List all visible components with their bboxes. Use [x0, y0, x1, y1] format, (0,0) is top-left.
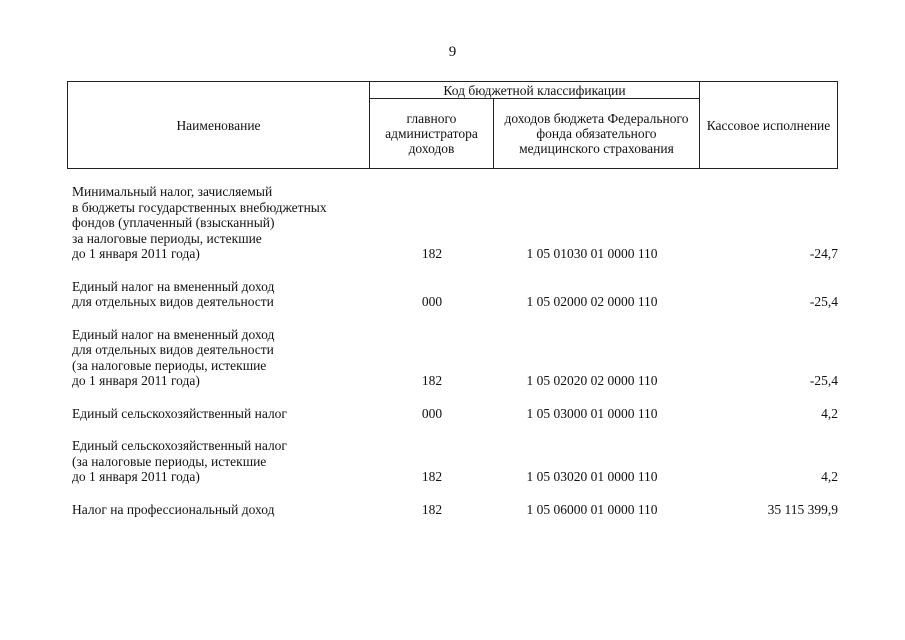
table-row: [0, 279, 905, 310]
table-body: [0, 184, 905, 534]
row-name: Единый налог на вмененный доход для отдельных видов деятельности (за налоговые периоды, истекшие до 1 января 2011 года): [72, 326, 275, 388]
row-amount: 4,2: [821, 469, 838, 484]
row-amount: -24,7: [809, 246, 838, 261]
row-admin-code: 182: [421, 246, 443, 261]
row-income-code: 1 05 01030 01 0000 110: [526, 246, 658, 261]
row-admin-code: 182: [421, 469, 443, 484]
row-name: Единый сельскохозяйственный налог: [72, 405, 287, 421]
row-amount: 35 115 399,9: [767, 501, 838, 517]
page-number: 9: [448, 44, 457, 60]
row-amount: -25,4: [809, 294, 838, 309]
row-name: Единый налог на вмененный доход для отдельных видов деятельности: [72, 278, 275, 309]
row-admin-code: 182: [421, 373, 443, 388]
table-header: [67, 81, 838, 169]
header-execution: Кассовое исполнение: [700, 82, 838, 169]
table-row: [0, 327, 905, 389]
table-row: [0, 438, 905, 485]
row-income-code: 1 05 02000 02 0000 110: [526, 294, 658, 309]
row-income-code: 1 05 03000 01 0000 110: [526, 405, 658, 421]
row-admin-code: 182: [421, 501, 443, 517]
header-name: Наименование: [68, 82, 370, 169]
row-income-code: 1 05 03020 01 0000 110: [526, 469, 658, 484]
row-admin-code: 000: [421, 405, 443, 421]
row-amount: 4,2: [821, 405, 838, 421]
header-income: доходов бюджета Федерального фонда обязательного медицинского страхования: [494, 99, 700, 169]
row-income-code: 1 05 06000 01 0000 110: [526, 501, 658, 517]
row-name: Минимальный налог, зачисляемый в бюджеты государственных внебюджетных фондов (уплаченный (взысканный) за налоговые периоды, истекшие до 1 января 2011 года): [72, 184, 327, 261]
row-admin-code: 000: [421, 294, 443, 309]
table-row: [0, 502, 905, 518]
row-name: Единый сельскохозяйственный налог (за налоговые периоды, истекшие до 1 января 2011 года): [72, 438, 287, 484]
table-row: [0, 406, 905, 422]
row-name: Налог на профессиональный доход: [72, 501, 275, 517]
table-row: [0, 184, 905, 262]
row-income-code: 1 05 02020 02 0000 110: [526, 373, 658, 388]
header-admin: главного администратора доходов: [370, 99, 494, 169]
header-budget-code-group: Код бюджетной классификации: [370, 82, 700, 99]
row-amount: -25,4: [809, 373, 838, 388]
